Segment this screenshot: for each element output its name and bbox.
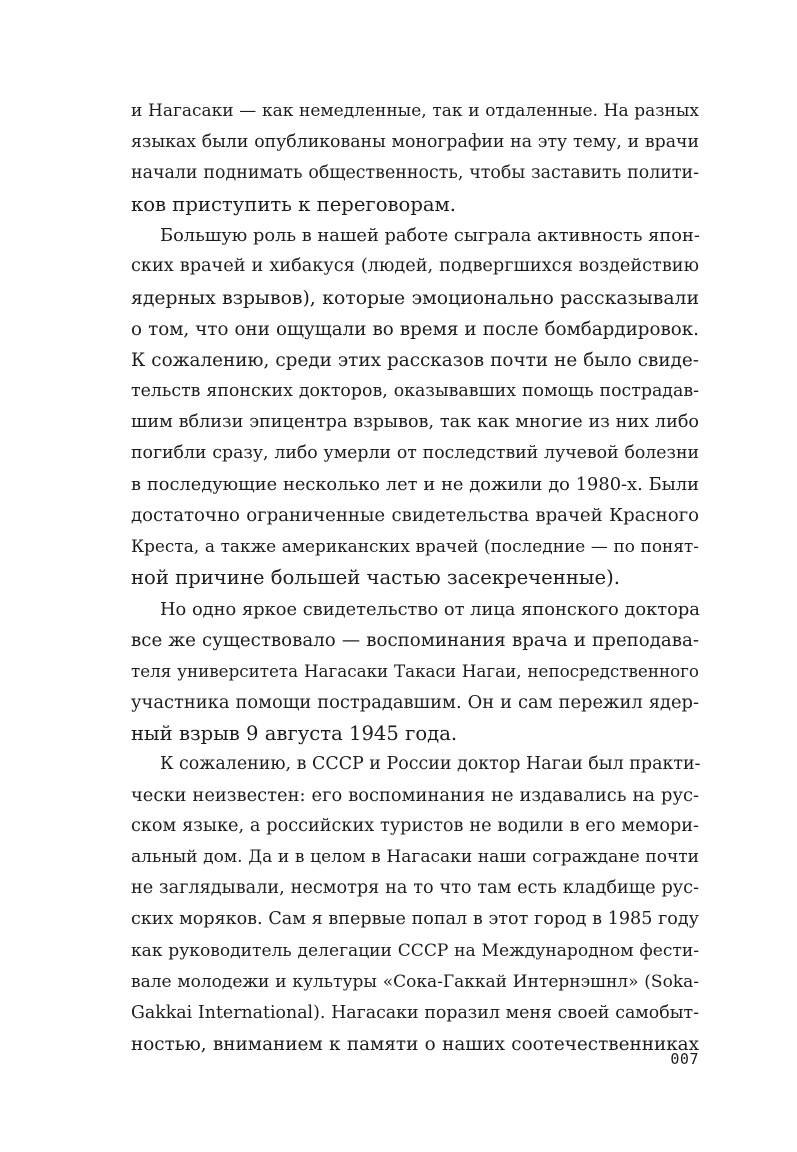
text-line: и Нагасаки — как немедленные, так и отдаленные. На разных [131, 101, 699, 121]
text-line: как руководитель делегации СССР на Международном фести- [131, 940, 699, 961]
text-line: о том, что они ощущали во время и после бомбардировок. [131, 318, 699, 340]
text-line: Большую роль в нашей работе сыграла активность япон- [160, 225, 700, 247]
text-line: К сожалению, в СССР и России доктор Нагаи был практи- [160, 753, 701, 774]
text-line: языках были опубликованы монографии на эту тему, и врачи [131, 132, 699, 153]
text-line: не заглядывали, несмотря на то что там есть кладбище рус- [131, 878, 699, 899]
paragraph [131, 220, 699, 593]
text-line: в последующие несколько лет и не дожили до 1980-х. Были [131, 474, 699, 496]
body-text [131, 96, 699, 1060]
text-line: Креста, а также американских врачей (последние — по понят- [131, 536, 699, 557]
text-line: шим вблизи эпицентра взрывов, так как многие из них либо [131, 411, 699, 432]
paragraph [131, 594, 699, 749]
paragraph [131, 749, 699, 1060]
text-line: участника помощи пострадавшим. Он и сам пережил ядер- [131, 691, 699, 713]
paragraph [131, 96, 699, 220]
text-line: погибли сразу, либо умерли от последствий лучевой болезни [131, 443, 699, 464]
text-line: ной причине большей частью засекреченные). [131, 566, 620, 590]
text-line: ядерных взрывов), которые эмоционально рассказывали [131, 287, 699, 309]
page-number: 007 [670, 1050, 699, 1068]
text-line: начали поднимать общественность, чтобы заставить полити- [131, 163, 699, 184]
text-line: ков приступить к переговорам. [131, 193, 457, 217]
text-line: К сожалению, среди этих рассказов почти не было свиде- [131, 349, 699, 371]
text-line: ный взрыв 9 августа 1945 года. [131, 721, 458, 745]
text-line: чески неизвестен: его воспоминания не издавались на рус- [131, 785, 699, 807]
text-line: Gakkai International). Нагасаки поразил меня своей самобыт- [131, 1002, 699, 1023]
text-line: теля университета Нагасаки Такаси Нагаи, непосредственного [131, 660, 699, 681]
text-line: Но одно яркое свидетельство от лица японского доктора [160, 598, 700, 620]
text-line: ских врачей и хибакуся (людей, подвергшихся воздействию [131, 256, 699, 277]
text-line: ностью, вниманием к памяти о наших соотечественниках [131, 1033, 699, 1055]
text-line: ских моряков. Сам я впервые попал в этот город в 1985 году [131, 909, 699, 930]
text-line: достаточно ограниченные свидетельства врачей Красного [131, 505, 699, 527]
text-line: все же существовало — воспоминания врача и преподава- [131, 629, 699, 651]
text-line: тельств японских докторов, оказывавших помощь пострадав- [131, 380, 699, 401]
text-line: альный дом. Да и в целом в Нагасаки наши сограждане почти [131, 847, 699, 868]
text-line: ском языке, а российских туристов не водили в его мемори- [131, 816, 699, 837]
text-line: вале молодежи и культуры «Сока-Гаккай Интернэшнл» (Soka- [131, 971, 699, 992]
